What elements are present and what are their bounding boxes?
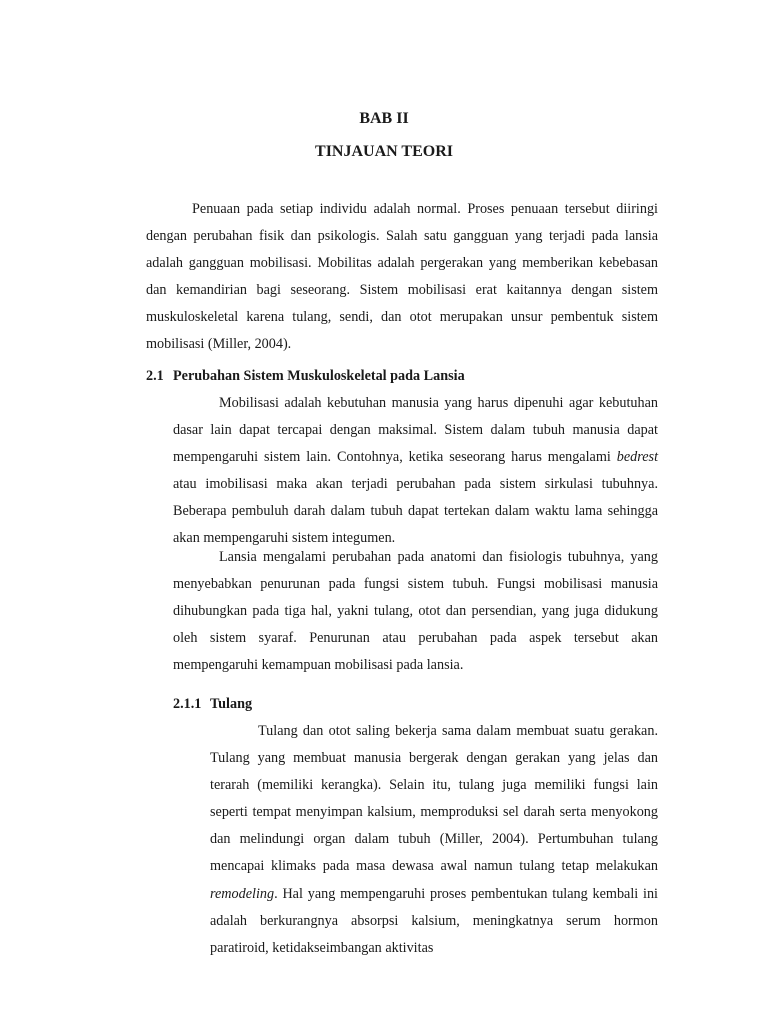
paragraph-text-end: . Hal yang mempengaruhi proses pembentukan tulang kembali ini adalah berkurangnya absorpsi kalsium, meningkatnya serum hormon paratiroid, ketidakseimbangan aktivitas (210, 885, 658, 956)
section-2-1-paragraph-1 (173, 390, 658, 553)
paragraph-text: Lansia mengalami perubahan pada anatomi dan fisiologis tubuhnya, yang menyebabkan penurunan pada fungsi sistem tubuh. Fungsi mobilisasi manusia dihubungkan pada tiga hal, yakni tulang, otot dan persendian, yang juga didukung oleh sistem syaraf. Penurunan atau perubahan pada aspek tersebut akan mempengaruhi kemampuan mobilisasi pada lansia. (173, 549, 658, 674)
paragraph-text-start: Tulang dan otot saling bekerja sama dalam membuat suatu gerakan. Tulang yang membuat manusia bergerak dengan gerakan yang jelas dan terarah (memiliki kerangka). Selain itu, tulang juga memiliki fungsi lain seperti tempat menyimpan kalsium, memproduksi sel darah serta menyokong dan melindungi organ dalam tubuh (Miller, 2004). Pertumbuhan tulang mencapai klimaks pada masa dewasa awal namun tulang tetap melakukan (210, 723, 658, 875)
chapter-title: TINJAUAN TEORI (315, 143, 453, 160)
intro-text: Penuaan pada setiap individu adalah normal. Proses penuaan tersebut diiringi dengan perubahan fisik dan psikologis. Salah satu gangguan yang terjadi pada lansia adalah gangguan mobilisasi. Mobilitas adalah pergerakan yang memberikan kebebasan dan kemandirian bagi seseorang. Sistem mobilisasi erat kaitannya dengan sistem muskuloskeletal karena tulang, sendi, dan otot merupakan unsur pembentuk sistem mobilisasi (Miller, 2004). (146, 201, 658, 353)
section-2-1-paragraph-2 (173, 544, 658, 679)
intro-paragraph (146, 196, 658, 359)
section-2-1-1-paragraph (210, 718, 658, 962)
italic-term: bedrest (616, 449, 659, 466)
chapter-number: BAB II (359, 110, 409, 127)
section-heading-2-1 (146, 366, 465, 386)
section-number: 2.1 (146, 368, 164, 384)
section-title: Perubahan Sistem Muskuloskeletal pada Lansia (173, 368, 465, 384)
paragraph-text-start: Mobilisasi adalah kebutuhan manusia yang harus dipenuhi agar kebutuhan dasar lain dapat tercapai dengan maksimal. Sistem dalam tubuh manusia dapat mempengaruhi sistem lain. Contohnya, ketika seseorang harus mengalami (173, 395, 658, 466)
italic-term: remodeling (210, 885, 275, 902)
section-heading-2-1-1 (173, 694, 252, 714)
subsection-number: 2.1.1 (173, 696, 202, 712)
subsection-title: Tulang (210, 696, 253, 712)
paragraph-text-end: atau imobilisasi maka akan terjadi perubahan pada sistem sirkulasi tubuhnya. Beberapa pembuluh darah dalam tubuh dapat tertekan dalam waktu lama sehingga akan mempengaruhi sistem integumen. (173, 476, 658, 547)
